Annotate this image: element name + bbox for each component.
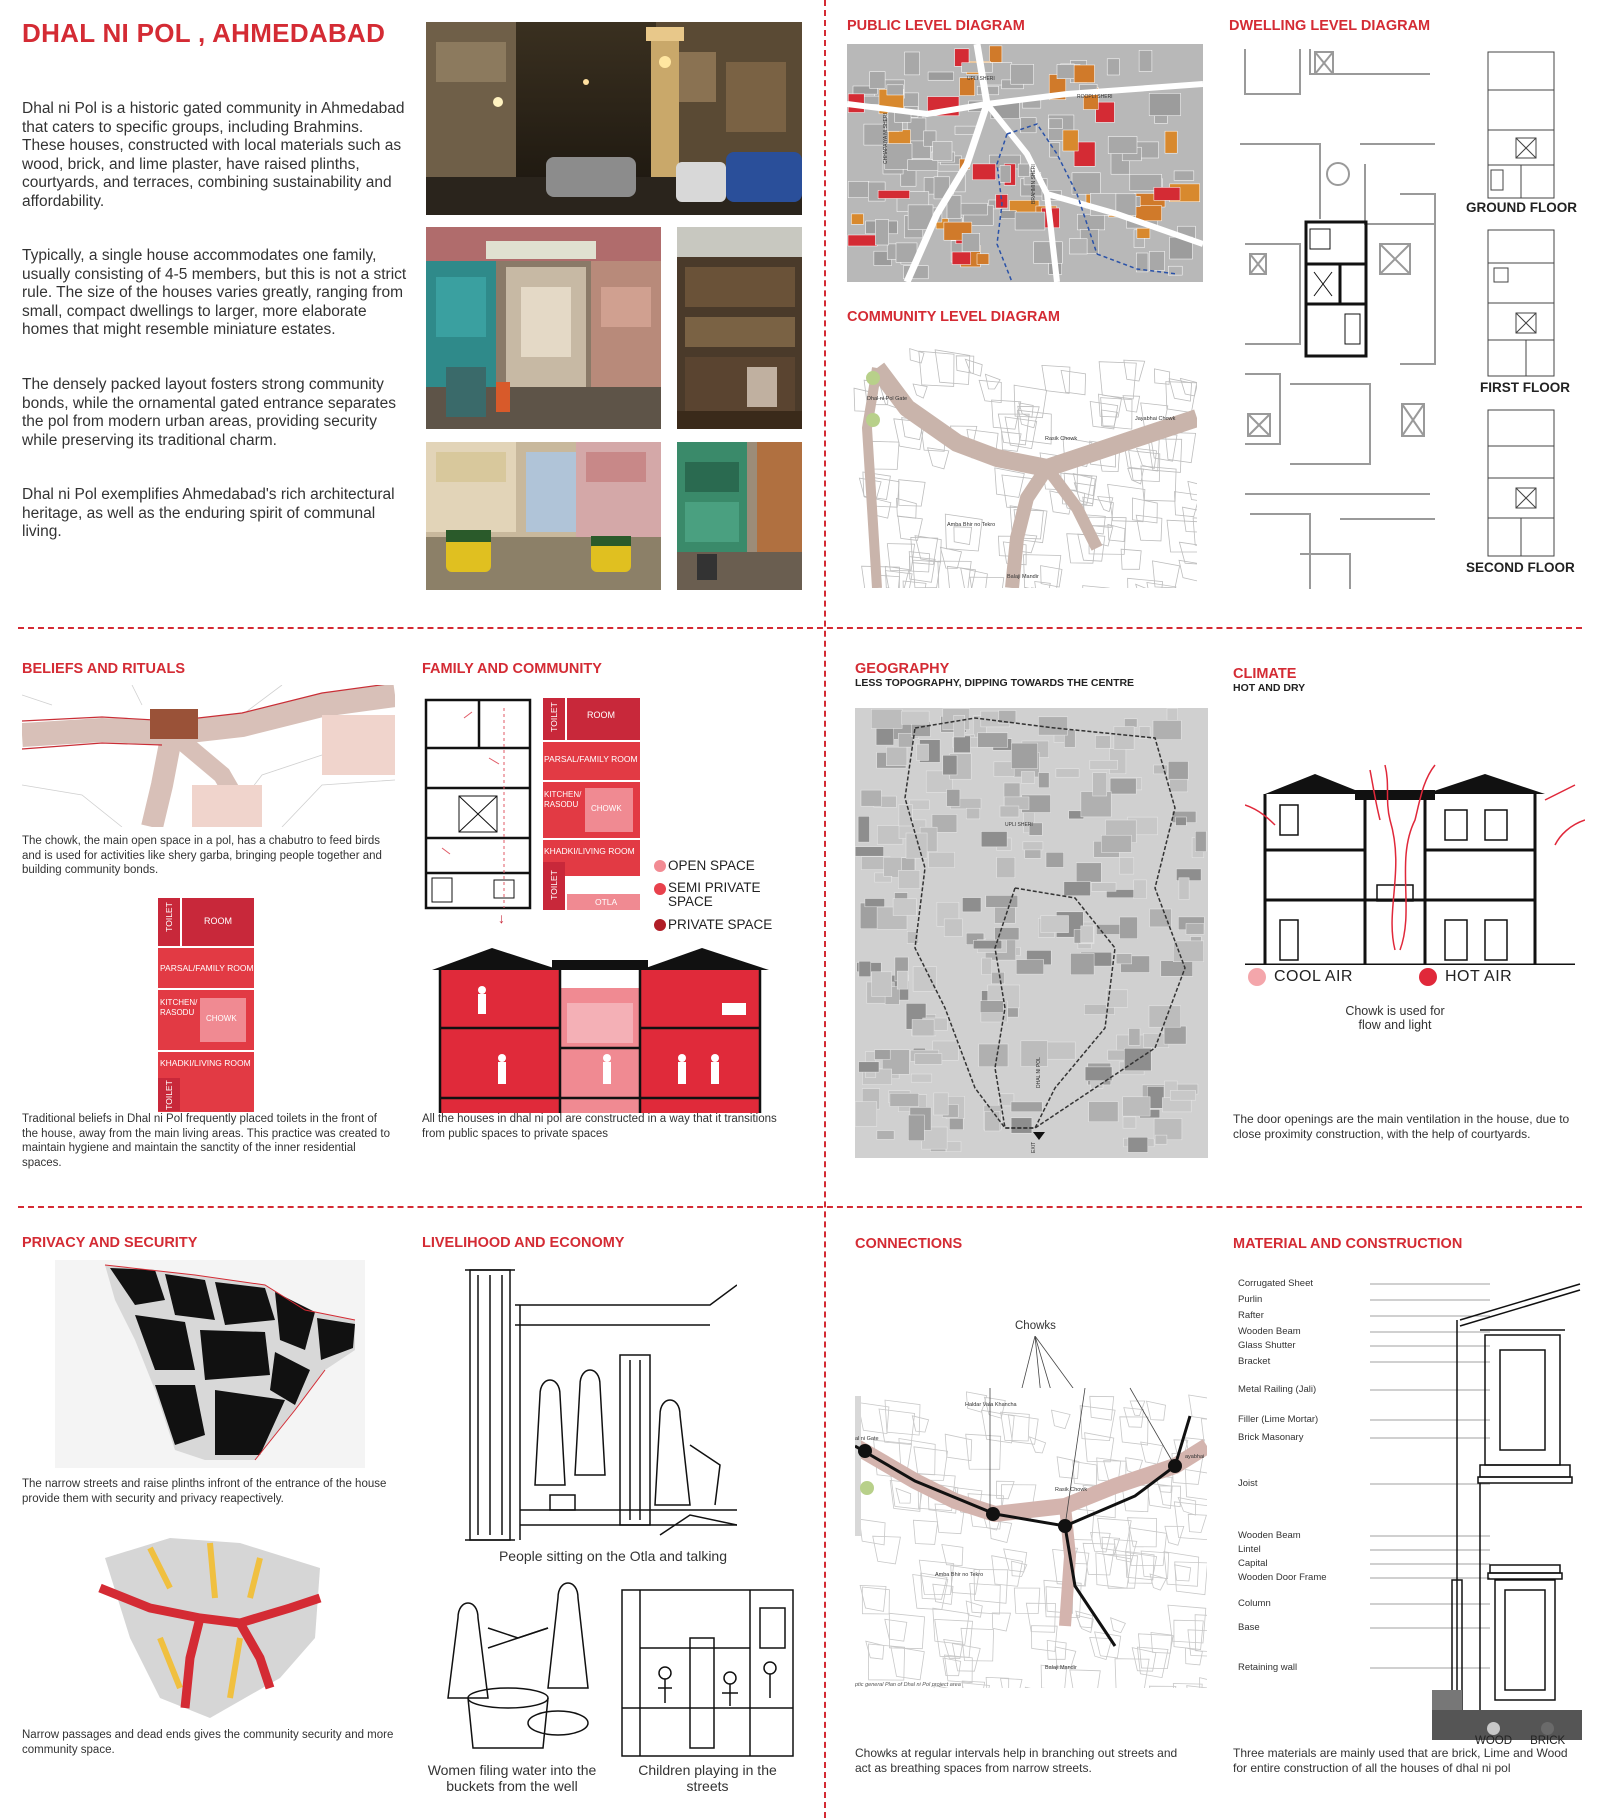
climate-section-drawing xyxy=(1245,760,1585,965)
beliefs-caption-2: Traditional beliefs in Dhal ni Pol frequently placed toilets in the front of the house, away from the main living areas. This practice was created to maintain hygiene and maintain the sanctity of the inner residential spaces. xyxy=(22,1113,390,1169)
map-block xyxy=(946,1142,961,1152)
connections-chowks-label: Chowks xyxy=(1015,1320,1056,1332)
map-block xyxy=(1034,242,1063,263)
conn-label-amba: Amba Bhir no Tekro xyxy=(935,1572,984,1578)
map-block xyxy=(1107,59,1119,75)
livelihood-caption-3: Children playing in the streets xyxy=(638,1762,777,1794)
dwelling-site-plan xyxy=(1240,44,1440,589)
map-block xyxy=(890,1093,919,1106)
climate-chowk-note: Chowk is used for flow and light xyxy=(1345,1004,1445,1032)
map-block xyxy=(979,1044,1008,1067)
privacy-caption-2: Narrow passages and dead ends gives the community security and more community space. xyxy=(22,1729,394,1756)
family-parsal-label: PARSAL/FAMILY ROOM xyxy=(544,754,638,764)
map-block xyxy=(1174,171,1194,180)
conn-label-plan-note: ptic general Plan of Dhal ni Pol project area xyxy=(855,1682,961,1688)
belief-khadki-label: KHADKI/LIVING ROOM xyxy=(160,1058,251,1068)
material-label: Corrugated Sheet xyxy=(1238,1278,1313,1289)
map-block xyxy=(977,254,989,264)
belief-toilet-bottom-label: TOILET xyxy=(164,1080,174,1110)
map-block xyxy=(1021,1041,1048,1067)
map-block xyxy=(1015,212,1045,230)
family-kitchen-label: KITCHEN/ RASODU xyxy=(544,790,582,809)
map-block xyxy=(1081,926,1094,943)
photo-gate-street xyxy=(426,227,661,429)
geography-map xyxy=(855,708,1208,1158)
map-block xyxy=(1116,954,1132,964)
map-block xyxy=(1123,1097,1150,1116)
cool-air-swatch xyxy=(1248,968,1266,986)
map-block xyxy=(997,857,1015,878)
map-block xyxy=(1101,835,1131,852)
map-block xyxy=(1173,941,1203,962)
beliefs-chowk-map xyxy=(22,685,395,827)
material-caption: Three materials are mainly used that are brick, Lime and Wood for entire construction of all the houses of dhal ni pol xyxy=(1233,1746,1568,1775)
material-label: Filler (Lime Mortar) xyxy=(1238,1414,1319,1425)
conn-label-jayabhai: ayabhai xyxy=(1185,1454,1205,1460)
map-block xyxy=(1072,173,1100,194)
map-block xyxy=(893,899,916,916)
privacy-caption-1: The narrow streets and raise plinths infront of the entrance of the house provide them with security and privacy reapectively. xyxy=(22,1478,387,1505)
map-block xyxy=(995,928,1019,940)
beliefs-title: BELIEFS AND RITUALS xyxy=(22,661,185,677)
community-label-balaji: Balaji Mandir xyxy=(1007,574,1039,580)
material-label: Bracket xyxy=(1238,1356,1271,1367)
livelihood-caption-2: Women filing water into the buckets from the well xyxy=(427,1762,597,1794)
map-block xyxy=(848,235,877,246)
map-block xyxy=(897,971,908,989)
legend-open-space: OPEN SPACE xyxy=(654,858,794,873)
geography-title: GEOGRAPHY xyxy=(855,661,950,677)
material-label: Column xyxy=(1238,1598,1271,1609)
geo-label-2: DHAL NI POL xyxy=(1036,1057,1042,1088)
legend-open-space-swatch xyxy=(654,860,666,872)
belief-toilet-top-label: TOILET xyxy=(164,902,174,932)
map-block xyxy=(1170,1091,1195,1101)
legend-private-swatch xyxy=(654,919,666,931)
map-block xyxy=(855,847,883,857)
map-block xyxy=(961,203,988,215)
map-block xyxy=(1011,1102,1042,1112)
map-block xyxy=(1000,211,1016,219)
public-level-map xyxy=(847,44,1203,282)
climate-legend-cool: COOL AIR xyxy=(1248,968,1353,986)
map-block xyxy=(1134,880,1147,899)
legend-brick: BRICK xyxy=(1530,1722,1565,1747)
material-label: Metal Railing (Jali) xyxy=(1238,1384,1317,1395)
map-block xyxy=(1195,831,1206,851)
family-legend xyxy=(654,858,794,932)
map-block xyxy=(1018,164,1029,177)
community-label-rasik: Rasik Chowk xyxy=(1045,436,1078,442)
map-block xyxy=(872,972,892,997)
conn-label-haldar: Haldar Vala Khancha xyxy=(965,1402,1017,1408)
map-block xyxy=(1136,206,1162,221)
conn-label-rasik: Rasik Chowk xyxy=(1055,1487,1088,1493)
map-block xyxy=(1049,119,1063,129)
map-block xyxy=(902,711,930,724)
map-block xyxy=(898,870,920,888)
map-block xyxy=(973,164,996,180)
map-block xyxy=(859,961,871,977)
map-block xyxy=(1149,1006,1181,1027)
map-block xyxy=(915,1054,942,1065)
map-block xyxy=(949,1118,963,1129)
map-block xyxy=(992,972,1005,984)
map-block xyxy=(1016,960,1043,975)
material-label: Purlin xyxy=(1238,1294,1263,1305)
material-label: Wooden Beam xyxy=(1238,1530,1301,1541)
livelihood-otla-sketch xyxy=(460,1265,737,1548)
community-level-map xyxy=(847,348,1197,588)
map-block xyxy=(1095,736,1110,749)
brick-swatch xyxy=(1541,1722,1554,1735)
map-block xyxy=(1076,863,1101,882)
map-block xyxy=(1071,953,1095,975)
photo-street-rickshaws xyxy=(426,442,661,590)
family-plan-drawing xyxy=(424,698,532,910)
map-block xyxy=(1110,778,1136,794)
map-block xyxy=(908,1115,924,1141)
legend-private-space: PRIVATE SPACE xyxy=(654,917,794,932)
map-block xyxy=(954,736,971,753)
map-block xyxy=(1011,64,1034,84)
material-label: Capital xyxy=(1238,1558,1268,1569)
map-block xyxy=(908,160,938,171)
livelihood-title: LIVELIHOOD AND ECONOMY xyxy=(422,1235,625,1251)
page-title: DHAL NI POL , AHMEDABAD xyxy=(22,18,386,48)
map-block xyxy=(1129,1028,1140,1045)
map-block xyxy=(1168,266,1182,275)
community-label-gate: Dhal ni Pol Gate xyxy=(867,396,908,402)
map-block xyxy=(858,816,869,842)
public-street-label-1: UPLI SHERI xyxy=(967,76,995,82)
map-block xyxy=(1108,137,1137,154)
first-floor-plan xyxy=(1486,228,1556,378)
map-block xyxy=(1096,924,1121,934)
map-block xyxy=(944,919,962,937)
map-block xyxy=(848,181,869,197)
map-block xyxy=(986,895,1018,907)
climate-title: CLIMATE xyxy=(1233,666,1297,682)
map-block xyxy=(859,1062,879,1072)
geo-label-3: EXIT xyxy=(1031,1141,1037,1153)
map-block xyxy=(1137,228,1150,238)
material-label: Wooden Beam xyxy=(1238,1326,1301,1337)
map-block xyxy=(1023,842,1043,850)
map-block xyxy=(978,733,1008,748)
map-block xyxy=(1149,93,1180,115)
community-level-title: COMMUNITY LEVEL DIAGRAM xyxy=(847,309,1060,325)
intro-paragraph-2: Typically, a single house accommodates one family, usually consisting of 4-5 members, but this is not a strict rule. The size of the houses varies greatly, ranging from small, compact dwellings to larger, more elaborate homes that might resemble miniature estates. xyxy=(22,247,407,338)
map-block xyxy=(962,898,981,912)
photo-wooden-facade xyxy=(677,227,802,429)
photo-night-street xyxy=(426,22,802,215)
map-block xyxy=(966,808,980,819)
family-title: FAMILY AND COMMUNITY xyxy=(422,661,602,677)
material-legend xyxy=(1475,1722,1565,1747)
photo-green-house xyxy=(677,442,802,590)
map-block xyxy=(981,832,1007,847)
map-block xyxy=(886,747,907,766)
map-block xyxy=(870,72,886,89)
material-labels xyxy=(1238,1278,1358,1738)
map-block xyxy=(905,52,920,75)
beliefs-caption-1: The chowk, the main open space in a pol, has a chabutro to feed birds and is used for activities like shery garba, bringing people together and building community bonds. xyxy=(22,835,382,876)
public-level-title: PUBLIC LEVEL DIAGRAM xyxy=(847,18,1025,34)
material-label: Wooden Door Frame xyxy=(1238,1572,1327,1583)
map-block xyxy=(1128,1137,1148,1152)
belief-parsal-label: PARSAL/FAMILY ROOM xyxy=(160,963,254,973)
map-block xyxy=(878,190,910,198)
map-block xyxy=(1114,727,1134,750)
map-block xyxy=(1153,720,1181,739)
map-block xyxy=(1119,858,1133,875)
map-block xyxy=(1091,883,1116,892)
material-label: Glass Shutter xyxy=(1238,1340,1296,1351)
map-block xyxy=(952,252,971,265)
map-block xyxy=(1021,772,1034,784)
map-block xyxy=(1149,251,1164,270)
hot-air-swatch xyxy=(1419,968,1437,986)
map-block xyxy=(1139,50,1152,71)
map-block xyxy=(1089,1102,1118,1122)
intro-paragraph-4: Dhal ni Pol exemplifies Ahmedabad's rich architectural heritage, as well as the enduring spirit of communal living. xyxy=(22,486,395,540)
livelihood-well-sketch xyxy=(428,1578,608,1758)
livelihood-children-sketch xyxy=(620,1588,795,1758)
map-block xyxy=(1167,708,1178,720)
map-block xyxy=(1000,166,1011,183)
wood-swatch xyxy=(1487,1722,1500,1735)
privacy-title: PRIVACY AND SECURITY xyxy=(22,1235,198,1251)
belief-kitchen-label: KITCHEN/ RASODU xyxy=(160,998,198,1017)
map-block xyxy=(1011,1118,1032,1133)
second-floor-plan xyxy=(1486,408,1556,558)
family-section-drawing xyxy=(432,948,769,1113)
material-label: Retaining wall xyxy=(1238,1662,1298,1673)
map-block xyxy=(1120,917,1138,939)
ground-floor-label: GROUND FLOOR xyxy=(1466,200,1577,215)
map-block xyxy=(877,1131,894,1140)
legend-semi-private-space: SEMI PRIVATE SPACE xyxy=(654,881,794,909)
map-block xyxy=(982,958,992,975)
material-section-drawing xyxy=(1350,1280,1590,1740)
livelihood-caption-1: People sitting on the Otla and talking xyxy=(498,1548,728,1564)
map-block xyxy=(934,1093,948,1115)
ground-floor-plan xyxy=(1486,50,1556,200)
community-label-amba: Amba Bhir no Tekro xyxy=(947,522,996,528)
map-block xyxy=(1164,1026,1186,1044)
map-block xyxy=(855,1102,877,1127)
belief-chowk-label: CHOWK xyxy=(206,1014,237,1023)
map-block xyxy=(980,1001,1003,1013)
horizontal-divider-1 xyxy=(18,627,1582,629)
map-block xyxy=(875,1050,891,1060)
map-block xyxy=(1045,1042,1076,1059)
map-block xyxy=(1069,239,1087,254)
map-block xyxy=(1154,187,1180,200)
map-block xyxy=(1041,916,1069,933)
conn-label-balaji: Balaji Mandir xyxy=(1045,1665,1077,1671)
family-toilet-bottom-label: TOILET xyxy=(549,870,559,900)
map-block xyxy=(911,1074,932,1082)
map-block xyxy=(1064,882,1091,896)
map-block xyxy=(947,789,960,806)
dwelling-level-title: DWELLING LEVEL DIAGRAM xyxy=(1229,18,1431,34)
first-floor-label: FIRST FLOOR xyxy=(1480,380,1570,395)
intro-paragraph-1: Dhal ni Pol is a historic gated community in Ahmedabad that caters to specific groups, including Brahmins. These houses, constructed with local materials such as wood, brick, and lime plaster, have raised plinths, courtyards, and terraces, combining sustainability and affordability. xyxy=(22,100,405,210)
map-block xyxy=(1000,806,1019,817)
material-title: MATERIAL AND CONSTRUCTION xyxy=(1233,1236,1463,1252)
map-block xyxy=(1124,719,1137,727)
map-block xyxy=(1063,130,1078,151)
map-block xyxy=(913,967,936,992)
connections-caption: Chowks at regular intervals help in branching out streets and act as breathing spaces from narrow streets. xyxy=(855,1746,1178,1775)
map-block xyxy=(1186,924,1204,935)
family-toilet-top-label: TOILET xyxy=(549,702,559,732)
map-block xyxy=(1179,878,1189,900)
family-room-label: ROOM xyxy=(587,710,615,720)
map-block xyxy=(1176,817,1187,826)
map-block xyxy=(1168,761,1188,780)
community-label-jayabhai: Jayabhai Chowk xyxy=(1135,416,1176,422)
map-block xyxy=(943,755,957,775)
map-block xyxy=(875,220,888,246)
material-label: Rafter xyxy=(1238,1310,1264,1321)
family-otla-label: OTLA xyxy=(595,897,618,907)
climate-subtitle: HOT AND DRY xyxy=(1233,682,1306,694)
map-block xyxy=(1046,852,1064,867)
map-block xyxy=(912,1020,934,1036)
map-block xyxy=(865,899,885,907)
material-label: Base xyxy=(1238,1622,1260,1633)
connections-map xyxy=(855,1336,1207,1688)
geo-label-1: UPLI SHERI xyxy=(1005,822,1033,828)
map-block xyxy=(851,214,863,224)
horizontal-divider-2 xyxy=(18,1206,1582,1208)
map-block xyxy=(1170,779,1188,792)
beliefs-room-diagram xyxy=(158,898,254,1111)
map-block xyxy=(1074,65,1094,83)
family-chowk-label: CHOWK xyxy=(591,804,622,813)
public-street-label-2: ROOPLI SHERI xyxy=(1077,94,1113,100)
family-room-diagram xyxy=(543,698,640,910)
legend-wood: WOOD xyxy=(1475,1722,1512,1747)
privacy-figure-ground-map xyxy=(55,1260,365,1468)
map-block xyxy=(962,233,980,251)
map-block xyxy=(887,85,903,95)
material-label: Joist xyxy=(1238,1478,1258,1489)
legend-semi-private-swatch xyxy=(654,883,666,895)
map-block xyxy=(985,1111,1000,1131)
map-block xyxy=(861,790,881,806)
public-street-label-4: CHHAPAIYA NI SHERI xyxy=(883,113,889,164)
family-caption: All the houses in dhal ni pol are constructed in a way that it transitions from public spaces to private spaces xyxy=(422,1113,777,1140)
map-block xyxy=(1077,214,1104,230)
privacy-passage-map xyxy=(90,1528,330,1718)
vertical-divider xyxy=(824,0,826,1818)
material-label: Brick Masonary xyxy=(1238,1432,1304,1443)
map-block xyxy=(954,715,965,737)
map-block xyxy=(1161,961,1193,977)
public-street-label-3: BRAHMIN SHERI xyxy=(1031,164,1037,204)
connections-title: CONNECTIONS xyxy=(855,1236,963,1252)
map-block xyxy=(917,744,929,760)
map-block xyxy=(1011,743,1037,769)
map-block xyxy=(1056,769,1079,778)
map-block xyxy=(928,72,954,80)
geography-subtitle: LESS TOPOGRAPHY, DIPPING TOWARDS THE CENTRE xyxy=(855,677,1135,689)
map-block xyxy=(1123,1117,1136,1128)
family-khadki-label: KHADKI/LIVING ROOM xyxy=(544,846,635,856)
map-block xyxy=(1165,131,1177,153)
climate-caption: The door openings are the main ventilation in the house, due to close proximity construction, with the help of courtyards. xyxy=(1233,1112,1570,1141)
map-block xyxy=(1093,773,1107,796)
map-block xyxy=(933,141,952,160)
second-floor-label: SECOND FLOOR xyxy=(1466,560,1575,575)
conn-label-gate: al ni Gate xyxy=(855,1436,879,1442)
intro-paragraph-3: The densely packed layout fosters strong community bonds, while the ornamental gated entrance separates the pol from modern urban areas, providing security while preserving its traditional charm. xyxy=(22,376,396,449)
map-block xyxy=(1155,1135,1167,1144)
map-block xyxy=(1090,760,1118,769)
map-block xyxy=(871,709,902,728)
climate-legend-hot: HOT AIR xyxy=(1419,968,1512,986)
belief-room-label: ROOM xyxy=(204,916,232,926)
map-block xyxy=(898,733,913,747)
map-block xyxy=(1039,773,1050,788)
material-label: Lintel xyxy=(1238,1544,1261,1555)
map-block xyxy=(990,46,1002,63)
map-block xyxy=(929,852,955,867)
family-arrow-down-icon: ↓ xyxy=(498,910,505,926)
